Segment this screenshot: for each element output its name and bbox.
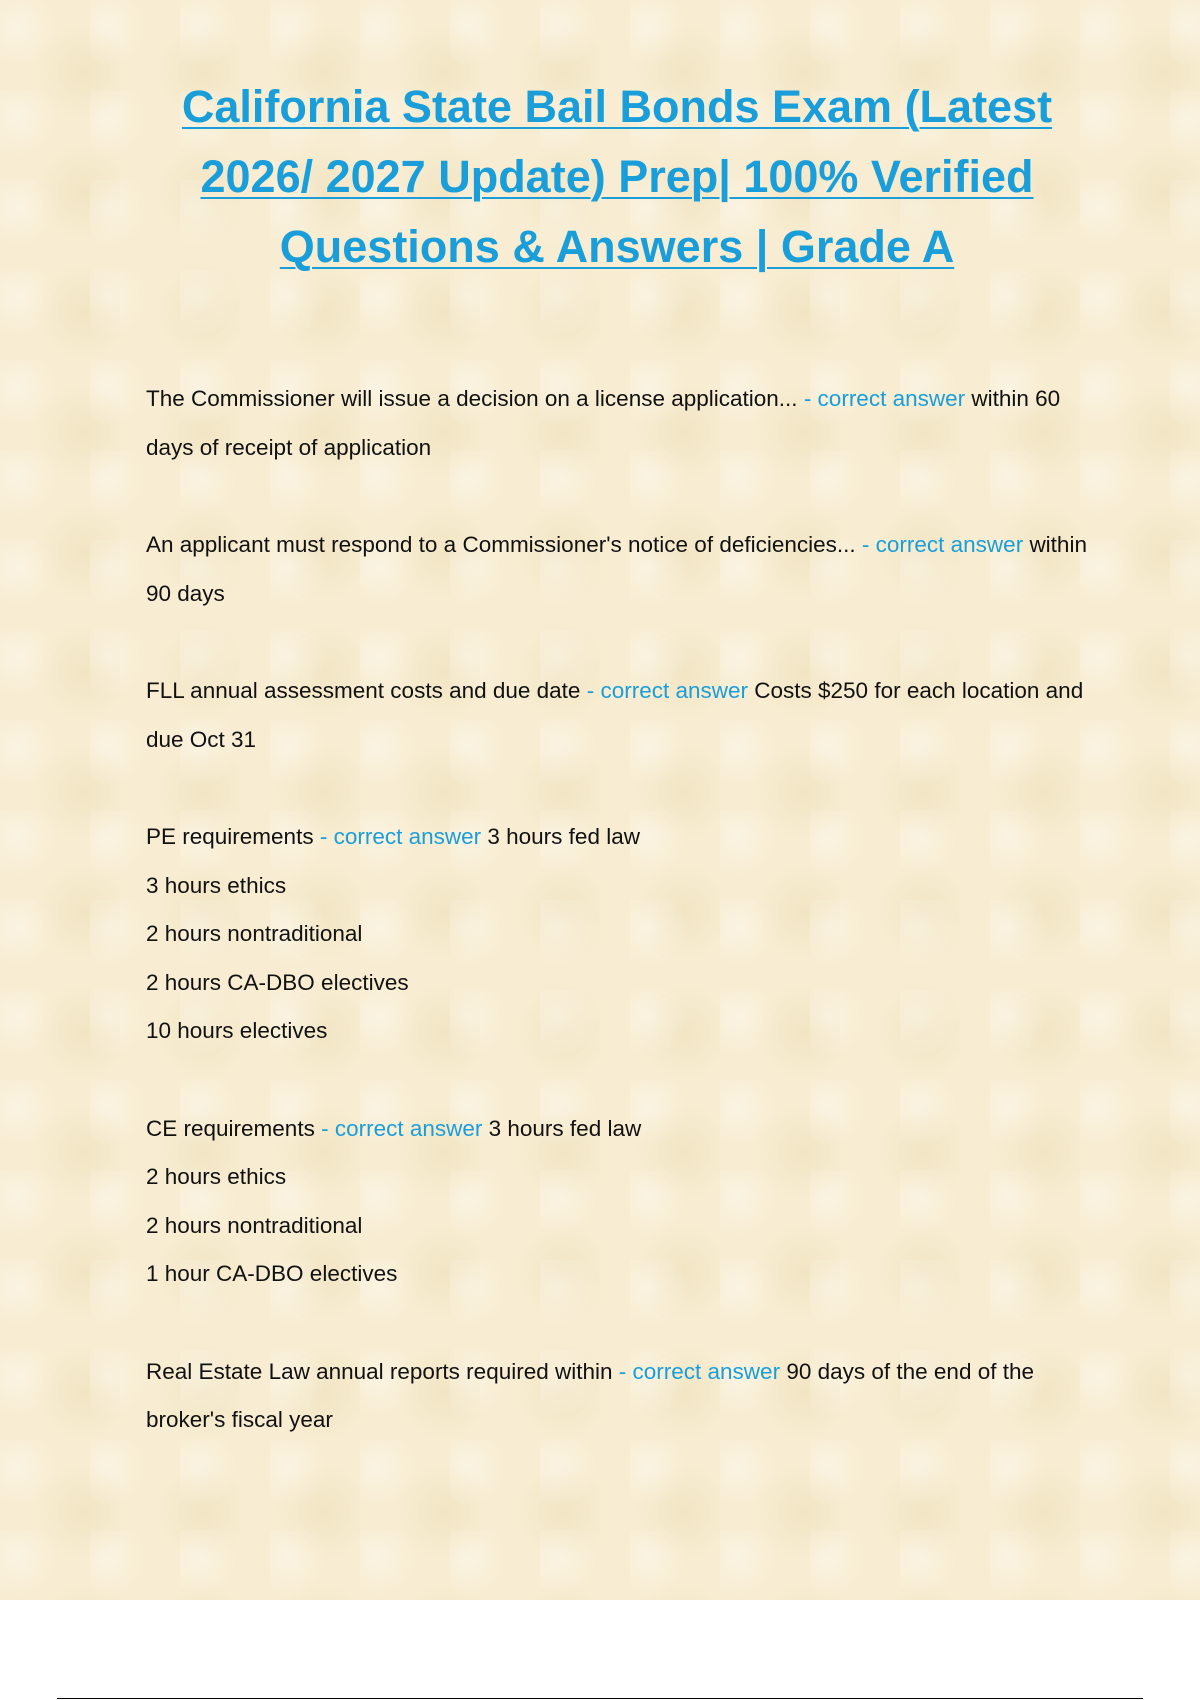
qa-item-5 <box>146 1105 1096 1299</box>
answer-line: 2 hours CA-DBO electives <box>146 969 409 995</box>
qa-item-1 <box>146 375 1096 472</box>
answer-text: 90 days of the end of the broker's fiscal year <box>146 1358 1034 1432</box>
correct-answer-separator: - correct answer <box>580 678 755 703</box>
question-text: Real Estate Law annual reports required within <box>146 1358 613 1384</box>
question-text: FLL annual assessment costs and due date <box>146 678 581 703</box>
footer-divider <box>57 1698 1143 1699</box>
answer-text: 3 hours fed law <box>488 1115 642 1141</box>
qa-item-2 <box>146 521 1096 618</box>
answer-line: 1 hour CA-DBO electives <box>146 1261 398 1286</box>
answer-text: 3 hours fed law <box>487 824 640 849</box>
correct-answer-separator: - correct answer <box>314 1115 489 1141</box>
answer-text: within 60 days of receipt of application <box>146 386 1061 460</box>
correct-answer-separator: - correct answer <box>855 532 1030 557</box>
qa-item-3 <box>146 667 1096 764</box>
question-text: The Commissioner will issue a decision on a license application... <box>146 386 798 411</box>
correct-answer-separator: - correct answer <box>797 386 972 411</box>
correct-answer-separator: - correct answer <box>313 824 488 849</box>
answer-line: 2 hours ethics <box>146 1164 287 1189</box>
question-text: CE requirements <box>146 1115 315 1141</box>
correct-answer-separator: - correct answer <box>612 1358 787 1384</box>
answer-line: 10 hours electives <box>146 1018 328 1043</box>
document-title: California State Bail Bonds Exam (Latest 2026/ 2027 Update) Prep| 100% Verified Questions & Answers | Grade A <box>181 81 1053 272</box>
qa-item-4 <box>146 813 1096 1056</box>
answer-text: Costs $250 for each location and due Oct 31 <box>146 678 1084 752</box>
answer-line: 3 hours ethics <box>146 872 287 898</box>
answer-text: within 90 days <box>146 532 1087 606</box>
answer-line: 2 hours nontraditional <box>146 1212 363 1238</box>
question-text: An applicant must respond to a Commissioner's notice of deficiencies... <box>146 532 856 557</box>
qa-item-6 <box>146 1348 1096 1445</box>
answer-line: 2 hours nontraditional <box>146 921 363 946</box>
qa-list <box>146 375 1096 1494</box>
question-text: PE requirements <box>146 824 314 849</box>
